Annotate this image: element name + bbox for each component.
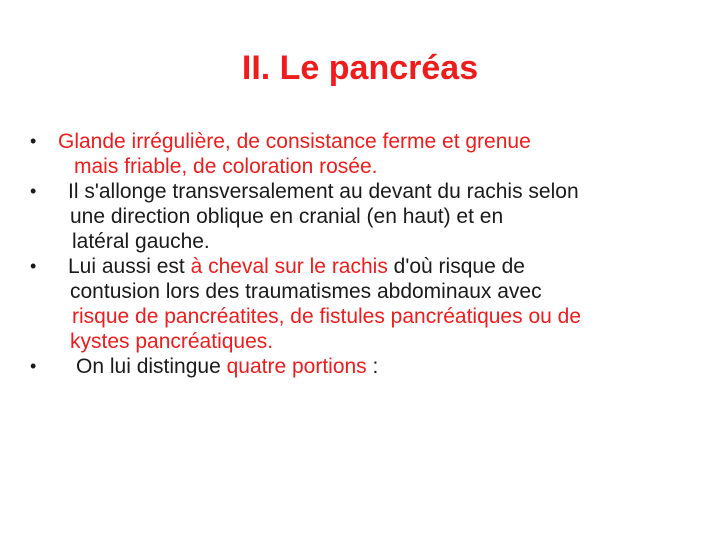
text-run: quatre portions: [226, 355, 367, 378]
bullet-icon: •: [30, 356, 37, 376]
bullet-line: [24, 354, 694, 379]
bullet-text: [68, 179, 579, 204]
text-run: risque de pancréatites, de fistules pancréatiques ou de: [72, 305, 581, 328]
bullet-list: [24, 129, 694, 379]
text-run: Glande irrégulière, de consistance ferme et grenue: [58, 130, 531, 153]
bullet-icon: •: [30, 131, 37, 151]
bullet-line: [24, 304, 694, 329]
bullet-icon: •: [30, 181, 37, 201]
bullet-text: [70, 329, 273, 354]
bullet-text: [70, 279, 542, 304]
bullet-line: [24, 279, 694, 304]
bullet-text: [70, 204, 503, 229]
text-run: Lui aussi est: [68, 255, 191, 278]
bullet-line: [24, 129, 694, 154]
text-run: kystes pancréatiques.: [70, 330, 274, 353]
text-run: :: [366, 355, 379, 378]
text-run: d'où risque de: [387, 255, 525, 278]
text-run: On lui distingue: [76, 355, 227, 378]
bullet-line: [24, 229, 694, 254]
bullet-icon: •: [30, 256, 37, 276]
bullet-text: [76, 354, 378, 379]
bullet-line: [24, 329, 694, 354]
slide-title: II. Le pancréas: [241, 49, 479, 87]
bullet-line: [24, 154, 694, 179]
bullet-text: [58, 129, 531, 154]
bullet-line: [24, 254, 694, 279]
bullet-text: [72, 304, 581, 329]
bullet-line: [24, 179, 694, 204]
text-run: contusion lors des traumatismes abdominaux avec: [70, 280, 542, 303]
bullet-line: [24, 204, 694, 229]
text-run: à cheval sur le rachis: [190, 255, 388, 278]
text-run: Il s'allonge transversalement au devant du rachis selon: [68, 180, 579, 203]
bullet-text: [74, 154, 378, 179]
bullet-text: [68, 254, 525, 279]
text-run: une direction oblique en cranial (en haut) et en: [70, 205, 504, 228]
bullet-text: [72, 229, 210, 254]
text-run: mais friable, de coloration rosée.: [74, 155, 378, 178]
text-run: latéral gauche.: [72, 230, 210, 253]
